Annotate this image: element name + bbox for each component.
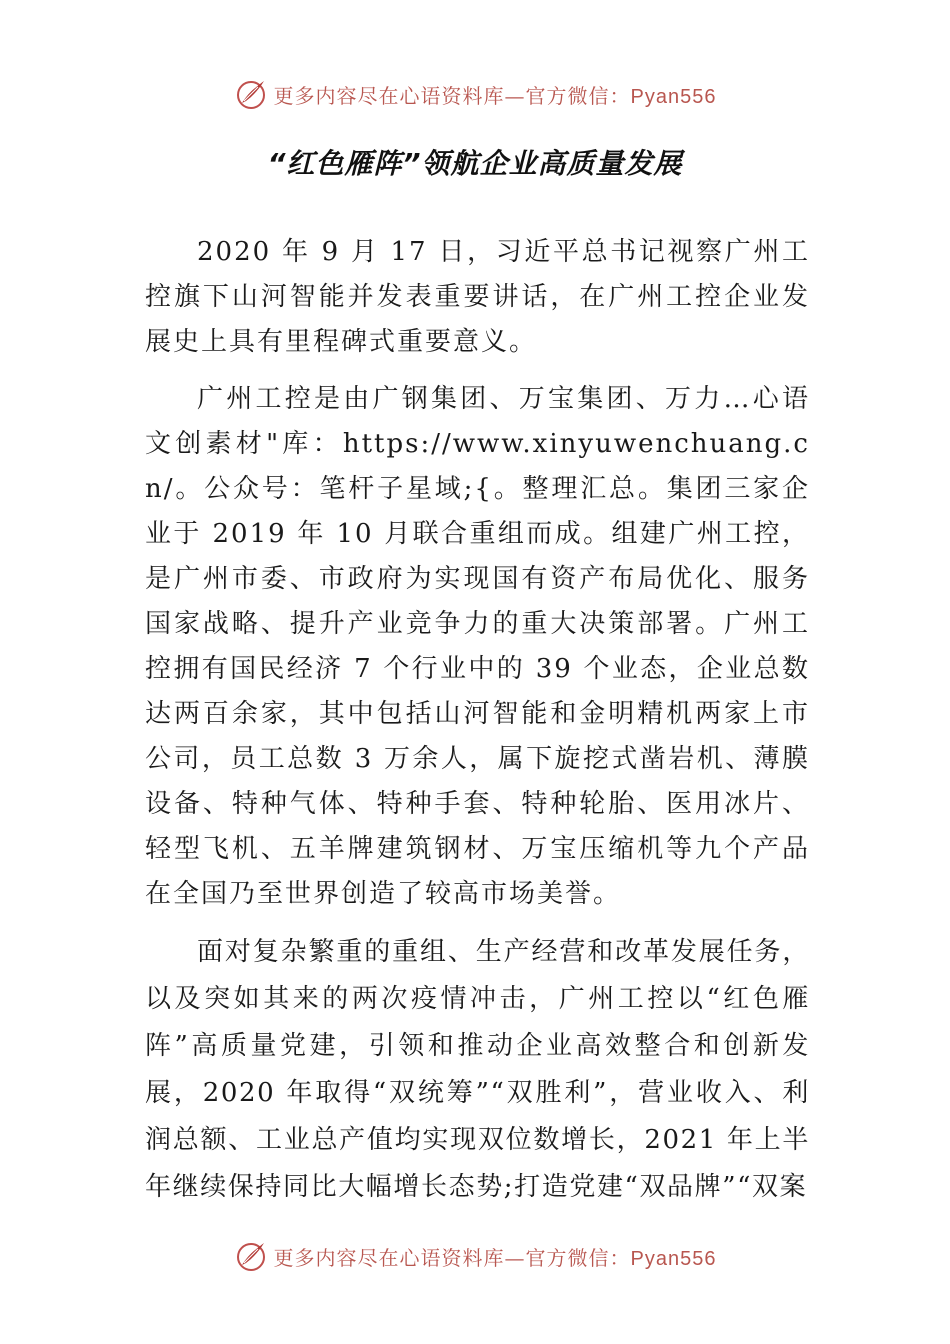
header-watermark-banner <box>0 74 950 114</box>
header-banner-text: 更多内容尽在心语资料库—官方微信：Pyan556 <box>273 83 717 108</box>
footer-watermark-banner <box>0 1236 950 1276</box>
footer-wechat-id: Pyan556 <box>630 1247 717 1270</box>
document-body <box>145 230 810 1223</box>
paragraph-1: 2020 年 9 月 17 日，习近平总书记视察广州工控旗下山河智能并发表重要讲话，在广州工控企业发展史上具有里程碑式重要意义。 <box>145 237 810 357</box>
feather-logo-icon <box>234 1239 268 1273</box>
footer-banner-text: 更多内容尽在心语资料库—官方微信：Pyan556 <box>273 1245 717 1270</box>
document-title: “红色雁阵”领航企业高质量发展 <box>267 147 683 180</box>
paragraph-3: 面对复杂繁重的重组、生产经营和改革发展任务，以及突如其来的两次疫情冲击，广州工控以“红色雁阵”高质量党建，引领和推动企业高效整合和创新发展，2020 年取得“双统筹”“双胜利”，营业收入、利润总额、工业总产值均实现双位数增长，2021 年上半年继续保持同比大幅增长态势;打造党建“双品牌”“双案 <box>145 937 810 1202</box>
feather-logo-icon <box>234 77 268 111</box>
header-wechat-id: Pyan556 <box>630 85 717 108</box>
paragraph-2: 广州工控是由广钢集团、万宝集团、万力…心语文创素材"库：https://www.xinyuwenchuang.cn/。公众号：笔杆子星域;{。整理汇总。集团三家企业于 2019 年 10 月联合重组而成。组建广州工控， 是广州市委、市政府为实现国有资产布局优化、服务国家战略、提升产业竞争力的重大决策部署。广州工控拥有国民经济 7 个行业中的 39 个业态，企业总数达两百余家，其中包括山河智能和金明精机两家上市公司，员工总数 3 万余人，属下旋挖式凿岩机、薄膜设备、特种气体、特种手套、特种轮胎、医用冰片、轻型飞机、五羊牌建筑钢材、万宝压缩机等九个产品在全国乃至世界创造了较高市场美誉。 <box>145 384 810 909</box>
